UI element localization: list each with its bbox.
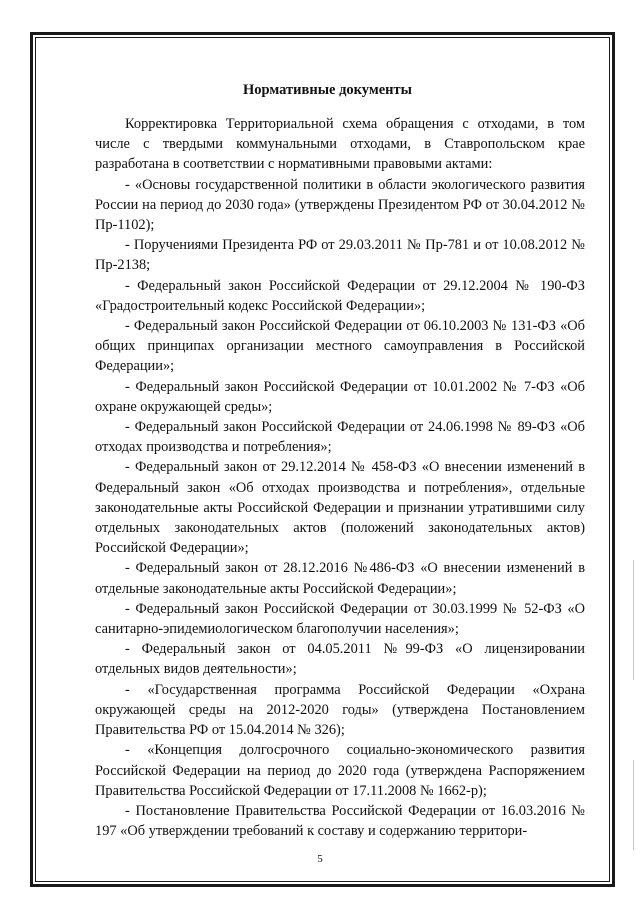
intro-paragraph: Корректировка Территориальной схема обращения с отходами, в том числе с твердыми коммунальными отходами, в Ставропольском крае разработана в соответствии с нормативными правовыми актами:: [95, 116, 585, 173]
list-item: - «Государственная программа Российской Федерации «Охрана окружающей среды на 2012-2020 годы» (утверждена Постановлением Правительства РФ от 15.04.2014 № 326);: [95, 681, 585, 739]
scan-margin-mark: [633, 560, 634, 680]
list-item: - «Основы государственной политики в области экологического развития России на период до 2030 года» (утверждены Президентом РФ от 30.04.2012 № Пр-1102);: [95, 176, 585, 234]
list-item: - Федеральный закон от 04.05.2011 №99-ФЗ «О лицензировании отдельных видов деятельности»;: [95, 641, 585, 678]
list-item: - Поручениями Президента РФ от 29.03.2011 № Пр-781 и от 10.08.2012 № Пр-2138;: [95, 237, 585, 274]
list-item: - Постановление Правительства Российской Федерации от 16.03.2016 № 197 «Об утверждении требований к составу и содержанию территори-: [95, 802, 585, 840]
page-number: 5: [317, 853, 323, 865]
list-item: - Федеральный закон Российской Федерации от 30.03.1999 № 52-ФЗ «О санитарно-эпидемиологическом благополучии населения»;: [95, 600, 585, 638]
document-title: Нормативные документы: [243, 82, 412, 98]
list-item: - Федеральный закон от 29.12.2014 № 458-ФЗ «О внесении изменений в Федеральный закон «Об отходах производства и потребления», отдельные законодательные акты Российской Федерации и признании утратившими силу отдельных законодательных актов (положений законодательных актов) Российской Федерации»;: [95, 459, 585, 557]
list-item: - Федеральный закон Российской Федерации от 24.06.1998 № 89-ФЗ «Об отходах производства и потребления»;: [95, 419, 585, 456]
document-body: [95, 80, 585, 841]
list-item: - Федеральный закон Российской Федерации от 29.12.2004 № 190-ФЗ «Градостроительный кодекс Российской Федерации»;: [95, 277, 585, 314]
list-item: - «Концепция долгосрочного социально-экономического развития Российской Федерации на период до 2020 года (утверждена Распоряжением Правительства Российской Федерации от 17.11.2008 № 1662-р);: [95, 742, 585, 799]
list-item: - Федеральный закон Российской Федерации от 06.10.2003 № 131-ФЗ «Об общих принципах организации местного самоуправления в Российской Федерации»;: [95, 318, 585, 375]
list-item: - Федеральный закон Российской Федерации от 10.01.2002 № 7-ФЗ «Об охране окружающей среды»;: [95, 378, 585, 415]
list-item: - Федеральный закон от 28.12.2016 №486-ФЗ «О внесении изменений в отдельные законодательные акты Российской Федерации»;: [95, 560, 585, 597]
scan-margin-mark: [633, 760, 634, 850]
